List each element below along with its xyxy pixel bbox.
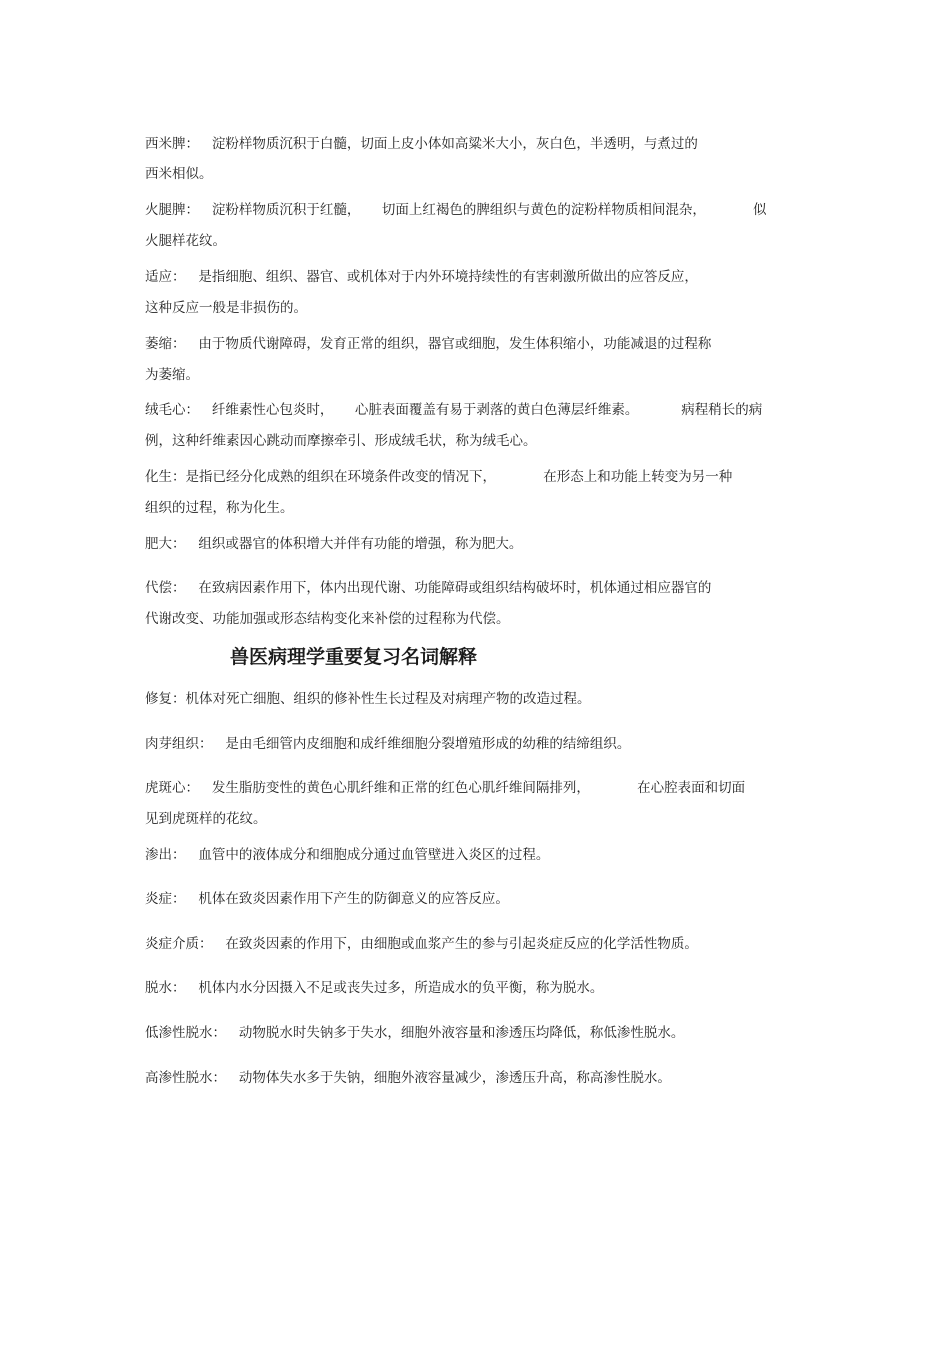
term-rongmaoxin-line1: 绒毛心： 纤维素性心包炎时， 心脏表面覆盖有易于剥落的黄白色薄层纤维素。 病程稍长的病 bbox=[145, 402, 763, 418]
term-huasheng-line1: 化生：是指已经分化成熟的组织在环境条件改变的情况下， 在形态上和功能上转变为另一种 bbox=[145, 469, 733, 485]
term-rongmaoxin-line2: 例，这种纤维素因心跳动而摩擦牵引、形成绒毛状，称为绒毛心。 bbox=[145, 433, 537, 449]
term-roryazuzhi: 肉芽组织： 是由毛细管内皮细胞和成纤维细胞分裂增殖形成的幼稚的结缔组织。 bbox=[145, 736, 631, 752]
term-daichang-line2: 代谢改变、功能加强或形态结构变化来补偿的过程称为代偿。 bbox=[145, 611, 510, 627]
term-xiufu: 修复：机体对死亡细胞、组织的修补性生长过程及对病理产物的改造过程。 bbox=[145, 691, 591, 707]
term-shenchu: 渗出： 血管中的液体成分和细胞成分通过血管壁进入炎区的过程。 bbox=[145, 847, 550, 863]
term-ximipi-line2: 西米相似。 bbox=[145, 166, 213, 182]
term-hubanxin-line2: 见到虎斑样的花纹。 bbox=[145, 811, 267, 827]
term-dishenxing-tuoshui: 低渗性脱水： 动物脱水时失钠多于失水，细胞外液容量和渗透压均降低，称低渗性脱水。 bbox=[145, 1025, 685, 1041]
term-weisuo-line1: 萎缩： 由于物质代谢障碍，发育正常的组织，器官或细胞，发生体积缩小，功能减退的过程称 bbox=[145, 336, 712, 352]
term-tuoshui: 脱水： 机体内水分因摄入不足或丧失过多，所造成水的负平衡，称为脱水。 bbox=[145, 980, 604, 996]
section-title: 兽医病理学重要复习名词解释 bbox=[230, 646, 478, 668]
term-huotuipi-line1: 火腿脾： 淀粉样物质沉积于红髓， 切面上红褐色的脾组织与黄色的淀粉样物质相间混杂， 似 bbox=[145, 202, 767, 218]
term-gaoshenxing-tuoshui: 高渗性脱水： 动物体失水多于失钠，细胞外液容量减少，渗透压升高，称高渗性脱水。 bbox=[145, 1070, 671, 1086]
term-huotuipi-line2: 火腿样花纹。 bbox=[145, 233, 226, 249]
term-huasheng-line2: 组织的过程，称为化生。 bbox=[145, 500, 294, 516]
term-daichang-line1: 代偿： 在致病因素作用下，体内出现代谢、功能障碍或组织结构破坏时，机体通过相应器官的 bbox=[145, 580, 712, 596]
term-shiying-line2: 这种反应一般是非损伤的。 bbox=[145, 300, 307, 316]
term-ximipi-line1: 西米脾： 淀粉样物质沉积于白髓，切面上皮小体如高粱米大小，灰白色，半透明，与煮过的 bbox=[145, 136, 698, 152]
term-weisuo-line2: 为萎缩。 bbox=[145, 367, 199, 383]
term-hubanxin-line1: 虎斑心： 发生脂肪变性的黄色心肌纤维和正常的红色心肌纤维间隔排列， 在心腔表面和切面 bbox=[145, 780, 746, 796]
term-shiying-line1: 适应： 是指细胞、组织、器官、或机体对于内外环境持续性的有害刺激所做出的应答反应， bbox=[145, 269, 698, 285]
term-feida-line1: 肥大： 组织或器官的体积增大并伴有功能的增强，称为肥大。 bbox=[145, 536, 523, 552]
term-yanzhengjiezhi: 炎症介质： 在致炎因素的作用下，由细胞或血浆产生的参与引起炎症反应的化学活性物质。 bbox=[145, 936, 698, 952]
term-yanzheng: 炎症： 机体在致炎因素作用下产生的防御意义的应答反应。 bbox=[145, 891, 509, 907]
